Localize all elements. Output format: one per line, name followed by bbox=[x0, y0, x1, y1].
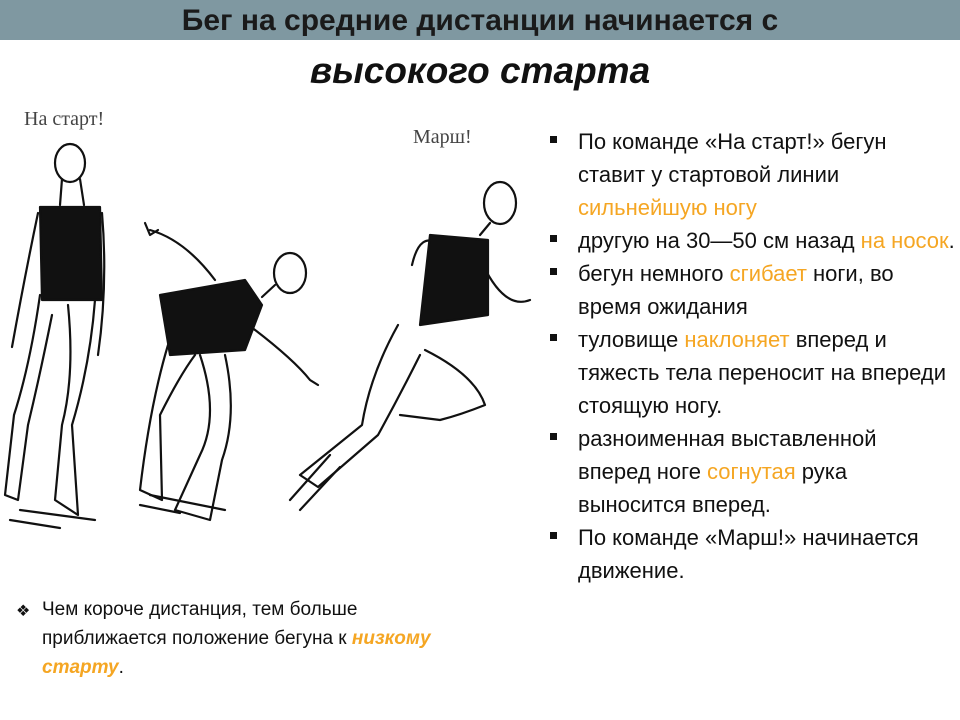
diamond-bullet-icon: ❖ bbox=[16, 603, 31, 620]
list-item: бегун немного сгибает ноги, во время ожидания bbox=[545, 257, 955, 323]
runner-bending-shirt bbox=[160, 280, 262, 355]
bullet-square-icon bbox=[550, 433, 557, 440]
list-item: туловище наклоняет вперед и тяжесть тела переносит на впереди стоящую ногу. bbox=[545, 323, 955, 422]
runner-going bbox=[300, 182, 530, 487]
bullet-square-icon bbox=[550, 136, 557, 143]
list-item: По команде «На старт!» бегун ставит у стартовой линии сильнейшую ногу bbox=[545, 125, 955, 224]
label-go: Марш! bbox=[413, 126, 472, 148]
instructions-list bbox=[545, 125, 955, 587]
slide-title-line1: Бег на средние дистанции начинается с bbox=[181, 4, 779, 37]
list-item: разноименная выставленной вперед ноге согнутая рука выносится вперед. bbox=[545, 422, 955, 521]
list-item: По команде «Марш!» начинается движение. bbox=[545, 521, 955, 587]
runner-standing bbox=[5, 144, 104, 515]
footnote-text: Чем короче дистанция, тем больше приближается положение бегуна к bbox=[42, 599, 358, 649]
runner-bending bbox=[140, 223, 318, 520]
high-start-illustration bbox=[0, 115, 540, 550]
bullet-square-icon bbox=[550, 268, 557, 275]
slide-title-line2: высокого старта bbox=[309, 50, 651, 91]
list-item: другую на 30—50 см назад на носок. bbox=[545, 224, 955, 257]
bullet-square-icon bbox=[550, 334, 557, 341]
bullet-square-icon bbox=[550, 532, 557, 539]
label-on-start: На старт! bbox=[24, 108, 105, 130]
runner-going-shirt bbox=[420, 235, 488, 325]
bullet-square-icon bbox=[550, 235, 557, 242]
footnote-highlight: низкому старту bbox=[42, 628, 431, 678]
footnote: ❖ Чем короче дистанция, тем больше приближается положение бегуна к низкому старту. bbox=[16, 599, 431, 678]
runner-standing-shirt bbox=[40, 207, 102, 300]
